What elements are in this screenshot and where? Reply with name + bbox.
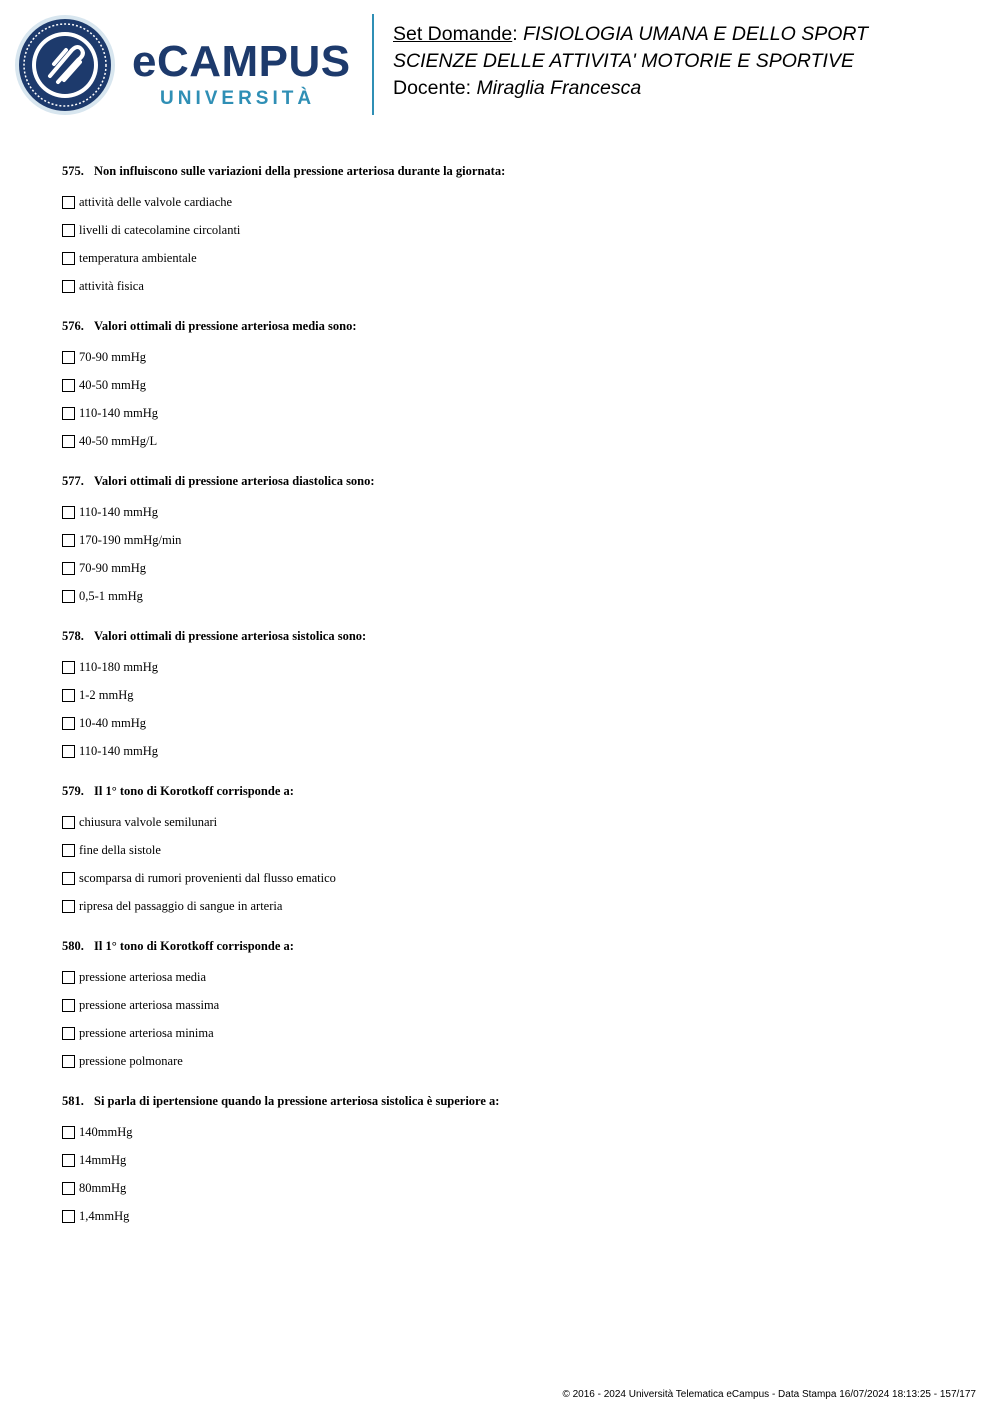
brand-name: eCAMPUS: [132, 37, 351, 86]
degree-name: SCIENZE DELLE ATTIVITA' MOTORIE E SPORTIVE: [393, 50, 854, 72]
question-block: [62, 1091, 962, 1230]
question-number: 576.: [62, 319, 84, 333]
question-block: [62, 936, 962, 1075]
brand-subtitle: UNIVERSITÀ: [160, 88, 316, 109]
answer-option-label: 170-190 mmHg/min: [79, 533, 182, 547]
question-number: 581.: [62, 1094, 84, 1108]
page-footer: © 2016 - 2024 Università Telematica eCampus - Data Stampa 16/07/2024 18:13:25 - 157/177: [562, 1389, 976, 1400]
answer-option: [62, 991, 962, 1019]
answer-option: [62, 216, 962, 244]
checkbox-icon: [62, 562, 75, 575]
answer-option-label: 70-90 mmHg: [79, 350, 147, 364]
checkbox-icon: [62, 590, 75, 603]
answer-option-label: attività fisica: [79, 279, 144, 293]
checkbox-icon: [62, 379, 75, 392]
checkbox-icon: [62, 351, 75, 364]
answer-option: [62, 582, 962, 610]
checkbox-icon: [62, 816, 75, 829]
course-title-line: [393, 21, 868, 48]
question-number: 578.: [62, 629, 84, 643]
label-separator: :: [512, 23, 524, 45]
checkbox-icon: [62, 1182, 75, 1195]
answer-option-label: 0,5-1 mmHg: [79, 589, 143, 603]
answer-option-label: livelli di catecolamine circolanti: [79, 223, 241, 237]
checkbox-icon: [62, 872, 75, 885]
checkbox-icon: [62, 689, 75, 702]
question-title: [62, 781, 962, 801]
checkbox-icon: [62, 1027, 75, 1040]
answer-option: [62, 653, 962, 681]
checkbox-icon: [62, 971, 75, 984]
question-title: [62, 936, 962, 956]
checkbox-icon: [62, 407, 75, 420]
question-number: 579.: [62, 784, 84, 798]
answer-option-label: 70-90 mmHg: [79, 561, 147, 575]
checkbox-icon: [62, 1210, 75, 1223]
checkbox-icon: [62, 224, 75, 237]
answer-option-label: 80mmHg: [79, 1181, 127, 1195]
checkbox-icon: [62, 844, 75, 857]
checkbox-icon: [62, 717, 75, 730]
answer-option: [62, 892, 962, 920]
answer-option-label: ripresa del passaggio di sangue in arteria: [79, 899, 283, 913]
question-title: [62, 1091, 962, 1111]
answer-option: [62, 737, 962, 765]
checkbox-icon: [62, 1055, 75, 1068]
question-title: [62, 626, 962, 646]
answer-option: [62, 1047, 962, 1075]
question-text: Non influiscono sulle variazioni della pressione arteriosa durante la giornata:: [94, 164, 506, 178]
set-domande-label: Set Domande: [393, 23, 513, 45]
answer-option: [62, 427, 962, 455]
answer-option: [62, 498, 962, 526]
answer-option: [62, 399, 962, 427]
answer-option-label: scomparsa di rumori provenienti dal flusso ematico: [79, 871, 336, 885]
question-number: 575.: [62, 164, 84, 178]
answer-option-label: 10-40 mmHg: [79, 716, 147, 730]
checkbox-icon: [62, 999, 75, 1012]
answer-option: [62, 526, 962, 554]
ecampus-seal-logo-icon: [14, 14, 116, 116]
brand-logo: [132, 38, 357, 113]
question-text: Si parla di ipertensione quando la pressione arteriosa sistolica è superiore a:: [94, 1094, 500, 1108]
answer-option: [62, 864, 962, 892]
header-divider: [372, 14, 374, 115]
answer-option-label: fine della sistole: [79, 843, 161, 857]
answer-option-label: pressione polmonare: [79, 1054, 183, 1068]
answer-option-label: 1-2 mmHg: [79, 688, 134, 702]
question-block: [62, 626, 962, 765]
answer-option: [62, 836, 962, 864]
question-title: [62, 471, 962, 491]
answer-option: [62, 709, 962, 737]
question-text: Il 1° tono di Korotkoff corrisponde a:: [94, 939, 294, 953]
answer-option-label: 40-50 mmHg/L: [79, 434, 158, 448]
answer-option: [62, 1019, 962, 1047]
answer-option: [62, 343, 962, 371]
checkbox-icon: [62, 435, 75, 448]
checkbox-icon: [62, 661, 75, 674]
answer-option-label: 110-140 mmHg: [79, 406, 159, 420]
checkbox-icon: [62, 534, 75, 547]
answer-option: [62, 1202, 962, 1230]
checkbox-icon: [62, 252, 75, 265]
answer-option: [62, 1118, 962, 1146]
degree-line: [393, 48, 868, 75]
answer-option-label: 14mmHg: [79, 1153, 127, 1167]
checkbox-icon: [62, 1126, 75, 1139]
answer-option: [62, 963, 962, 991]
answer-option-label: 140mmHg: [79, 1125, 133, 1139]
answer-option: [62, 272, 962, 300]
teacher-line: [393, 75, 868, 102]
checkbox-icon: [62, 1154, 75, 1167]
checkbox-icon: [62, 280, 75, 293]
question-text: Valori ottimali di pressione arteriosa sistolica sono:: [94, 629, 367, 643]
answer-option-label: 1,4mmHg: [79, 1209, 130, 1223]
question-list: [62, 161, 962, 1246]
teacher-name: Miraglia Francesca: [476, 77, 642, 99]
answer-option: [62, 1146, 962, 1174]
answer-option: [62, 681, 962, 709]
checkbox-icon: [62, 900, 75, 913]
answer-option: [62, 1174, 962, 1202]
answer-option: [62, 371, 962, 399]
course-header: [393, 21, 868, 102]
answer-option: [62, 244, 962, 272]
answer-option-label: pressione arteriosa media: [79, 970, 207, 984]
question-number: 577.: [62, 474, 84, 488]
answer-option-label: pressione arteriosa minima: [79, 1026, 214, 1040]
question-block: [62, 471, 962, 610]
answer-option-label: 110-180 mmHg: [79, 660, 159, 674]
question-block: [62, 316, 962, 455]
teacher-label: Docente:: [393, 77, 477, 99]
answer-option-label: attività delle valvole cardiache: [79, 195, 233, 209]
answer-option-label: 110-140 mmHg: [79, 744, 159, 758]
answer-option: [62, 188, 962, 216]
question-number: 580.: [62, 939, 84, 953]
question-title: [62, 316, 962, 336]
answer-option-label: 40-50 mmHg: [79, 378, 147, 392]
answer-option-label: 110-140 mmHg: [79, 505, 159, 519]
answer-option: [62, 808, 962, 836]
question-text: Valori ottimali di pressione arteriosa diastolica sono:: [94, 474, 375, 488]
question-block: [62, 161, 962, 300]
question-text: Valori ottimali di pressione arteriosa media sono:: [94, 319, 357, 333]
question-title: [62, 161, 962, 181]
checkbox-icon: [62, 745, 75, 758]
course-title: FISIOLOGIA UMANA E DELLO SPORT: [523, 23, 869, 45]
question-block: [62, 781, 962, 920]
answer-option-label: chiusura valvole semilunari: [79, 815, 218, 829]
answer-option-label: temperatura ambientale: [79, 251, 197, 265]
checkbox-icon: [62, 196, 75, 209]
question-text: Il 1° tono di Korotkoff corrisponde a:: [94, 784, 294, 798]
answer-option: [62, 554, 962, 582]
answer-option-label: pressione arteriosa massima: [79, 998, 220, 1012]
checkbox-icon: [62, 506, 75, 519]
